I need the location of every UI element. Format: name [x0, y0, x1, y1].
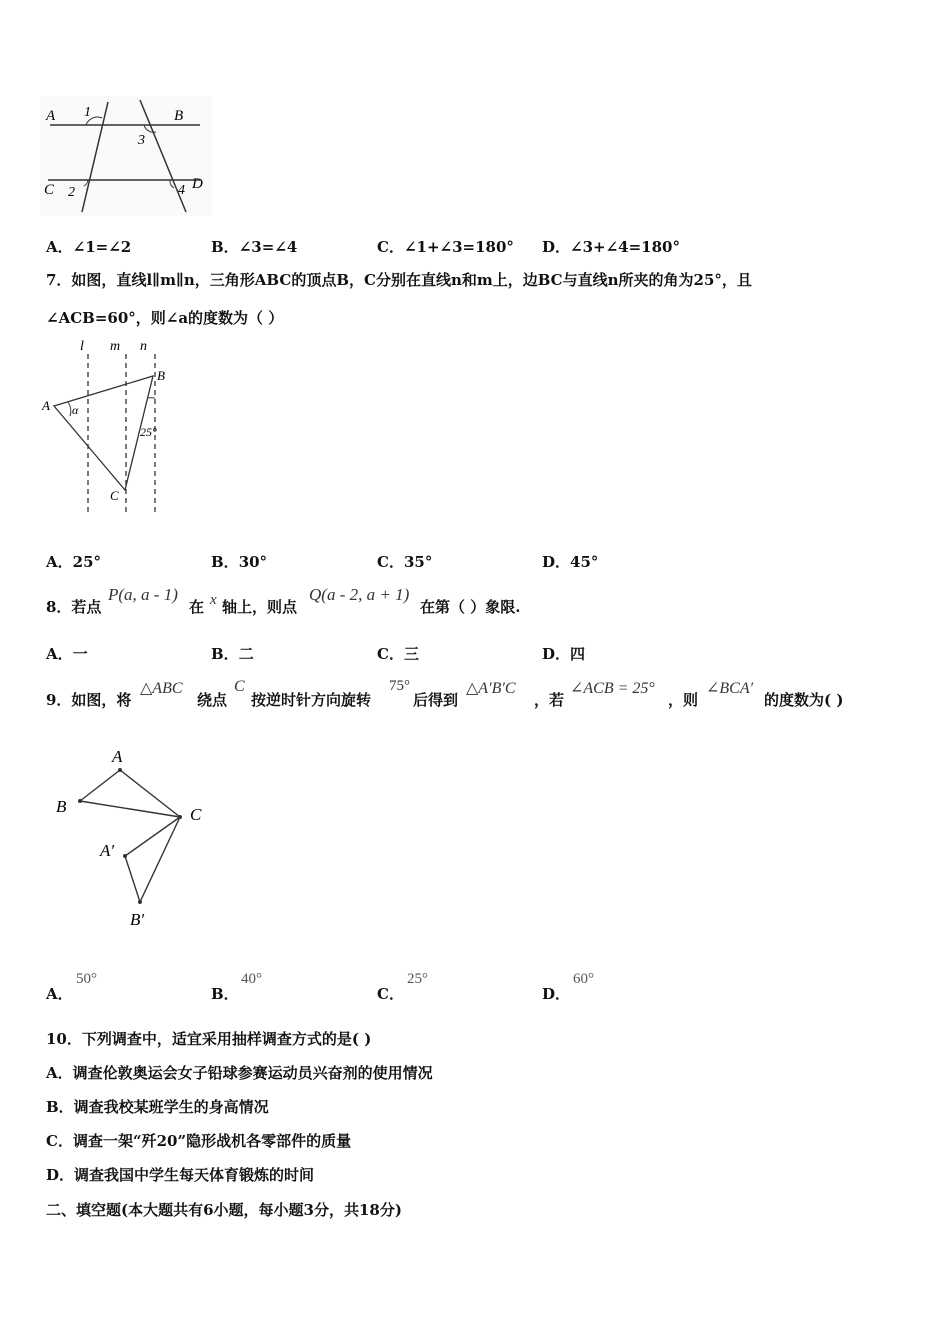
- q8-axis: x: [210, 592, 217, 608]
- q9-prefix: 9．如图，将: [46, 691, 132, 709]
- q9-triangle-abc-prime: △A′B′C: [466, 680, 516, 697]
- q9-option-c-letter[interactable]: C．: [377, 985, 404, 1003]
- option-text: 25°: [72, 553, 102, 571]
- q8-mid1: 在: [189, 598, 205, 616]
- vertex-A-prime-label: A′: [100, 841, 115, 860]
- option-letter: B．: [211, 553, 239, 571]
- q9-option-b-value: 40°: [241, 971, 262, 987]
- option-text: 四: [570, 645, 586, 663]
- q9-option-c-value: 25°: [407, 971, 428, 987]
- line-l-label: l: [80, 339, 84, 354]
- triangle-parallel-figure-q7: [40, 336, 180, 520]
- option-letter: D．: [542, 238, 571, 256]
- q7-option-b[interactable]: [211, 551, 267, 572]
- q9-t3: 后得到: [413, 691, 459, 709]
- line-m-label: m: [110, 339, 121, 354]
- option-text: 二: [238, 645, 254, 663]
- option-text: ∠3=∠4: [238, 238, 298, 256]
- option-letter: A．: [46, 645, 73, 663]
- option-text: 35°: [403, 553, 433, 571]
- label-B: B: [174, 108, 184, 124]
- q8-point-q: Q(a - 2, a + 1): [309, 585, 410, 604]
- q9-option-d-value: 60°: [573, 971, 594, 987]
- q7-stem-line2: ∠ACB=60°，则∠a的度数为（ ）: [46, 309, 284, 327]
- option-text: ∠1+∠3=180°: [403, 238, 514, 256]
- q8-suffix: 在第（ ）象限.: [420, 598, 521, 616]
- q8-point-p: P(a, a - 1): [108, 585, 178, 604]
- angle-25-label: 25°: [140, 425, 157, 439]
- q9-t2: 按逆时针方向旋转: [251, 691, 372, 709]
- q6-option-a[interactable]: [46, 236, 131, 257]
- q9-t1: 绕点: [197, 691, 228, 709]
- q8-option-d[interactable]: [542, 643, 585, 664]
- vertex-A-label: A: [112, 747, 123, 766]
- q9-t6: 的度数为( ): [764, 691, 844, 709]
- q10-option-d[interactable]: D．调查我国中学生每天体育锻炼的时间: [46, 1166, 315, 1184]
- q7-stem-line1: 7．如图，直线l∥m∥n，三角形ABC的顶点B，C分别在直线n和m上，边BC与直线n所夹的角为25°，且: [46, 271, 752, 289]
- q8-mid2: 轴上，则点: [222, 598, 298, 616]
- angle-3-label: 3: [138, 133, 145, 148]
- vertex-C-label: C: [190, 805, 202, 824]
- q9-option-b-letter[interactable]: B．: [211, 985, 239, 1003]
- option-letter: C．: [377, 645, 404, 663]
- vertex-B-prime-label: B′: [130, 910, 145, 929]
- q7-option-d[interactable]: [542, 551, 598, 572]
- q8-prefix: 8．若点: [46, 598, 102, 616]
- option-text: 三: [403, 645, 419, 663]
- section-fill-in-heading: 二、填空题(本大题共有6小题，每小题3分，共18分): [46, 1201, 402, 1219]
- q7-option-c[interactable]: [377, 551, 432, 572]
- q6-option-c[interactable]: [377, 236, 514, 257]
- option-letter: B．: [211, 645, 239, 663]
- q6-option-b[interactable]: [211, 236, 297, 257]
- option-text: 30°: [238, 553, 268, 571]
- label-C: C: [44, 182, 55, 198]
- q6-option-d[interactable]: [542, 236, 680, 257]
- q10-option-a[interactable]: A．调查伦敦奥运会女子铅球参赛运动员兴奋剂的使用情况: [46, 1064, 433, 1082]
- angle-2-label: 2: [68, 185, 75, 200]
- q9-t5: ，则: [668, 691, 699, 709]
- q8-option-a[interactable]: [46, 643, 88, 664]
- option-letter: A．: [46, 553, 73, 571]
- vertex-C-label: C: [110, 488, 119, 503]
- label-A: A: [46, 108, 56, 124]
- angle-1-label: 1: [84, 105, 91, 120]
- option-text: ∠1=∠2: [72, 238, 132, 256]
- option-letter: D．: [542, 645, 571, 663]
- q9-ask-angle: ∠BCA′: [706, 680, 754, 697]
- label-D: D: [192, 176, 203, 192]
- q10-option-c[interactable]: C．调查一架“歼20”隐形战机各零部件的质量: [46, 1132, 352, 1150]
- q9-point-c: C: [234, 678, 245, 695]
- option-letter: C．: [377, 553, 404, 571]
- option-letter: A．: [46, 238, 73, 256]
- option-letter: B．: [211, 238, 239, 256]
- rotation-figure-q9: [50, 740, 220, 940]
- q9-t4: ，若: [534, 691, 565, 709]
- option-letter: D．: [542, 553, 571, 571]
- q9-option-d-letter[interactable]: D．: [542, 985, 571, 1003]
- q9-condition: ∠ACB = 25°: [570, 680, 655, 697]
- q10-option-b[interactable]: B．调查我校某班学生的身高情况: [46, 1098, 269, 1116]
- q10-stem: 10．下列调查中，适宜采用抽样调查方式的是( ): [46, 1030, 372, 1048]
- q9-triangle-abc: △ABC: [140, 680, 183, 697]
- option-text: 45°: [570, 553, 599, 571]
- vertex-B-label: B: [56, 797, 67, 816]
- angle-4-label: 4: [178, 183, 185, 198]
- line-n-label: n: [140, 339, 147, 354]
- q9-option-a-value: 50°: [76, 971, 97, 987]
- q8-option-c[interactable]: [377, 643, 419, 664]
- option-letter: C．: [377, 238, 404, 256]
- q8-option-b[interactable]: [211, 643, 254, 664]
- option-text: 一: [72, 645, 88, 663]
- parallel-lines-figure-q6: [40, 96, 212, 216]
- alpha-label: α: [72, 403, 79, 417]
- q9-angle-75: 75°: [389, 678, 410, 694]
- option-text: ∠3+∠4=180°: [570, 238, 680, 256]
- q7-option-a[interactable]: [46, 551, 101, 572]
- vertex-B-label: B: [157, 368, 165, 383]
- vertex-A-label: A: [42, 398, 50, 413]
- q9-option-a-letter[interactable]: A．: [46, 985, 73, 1003]
